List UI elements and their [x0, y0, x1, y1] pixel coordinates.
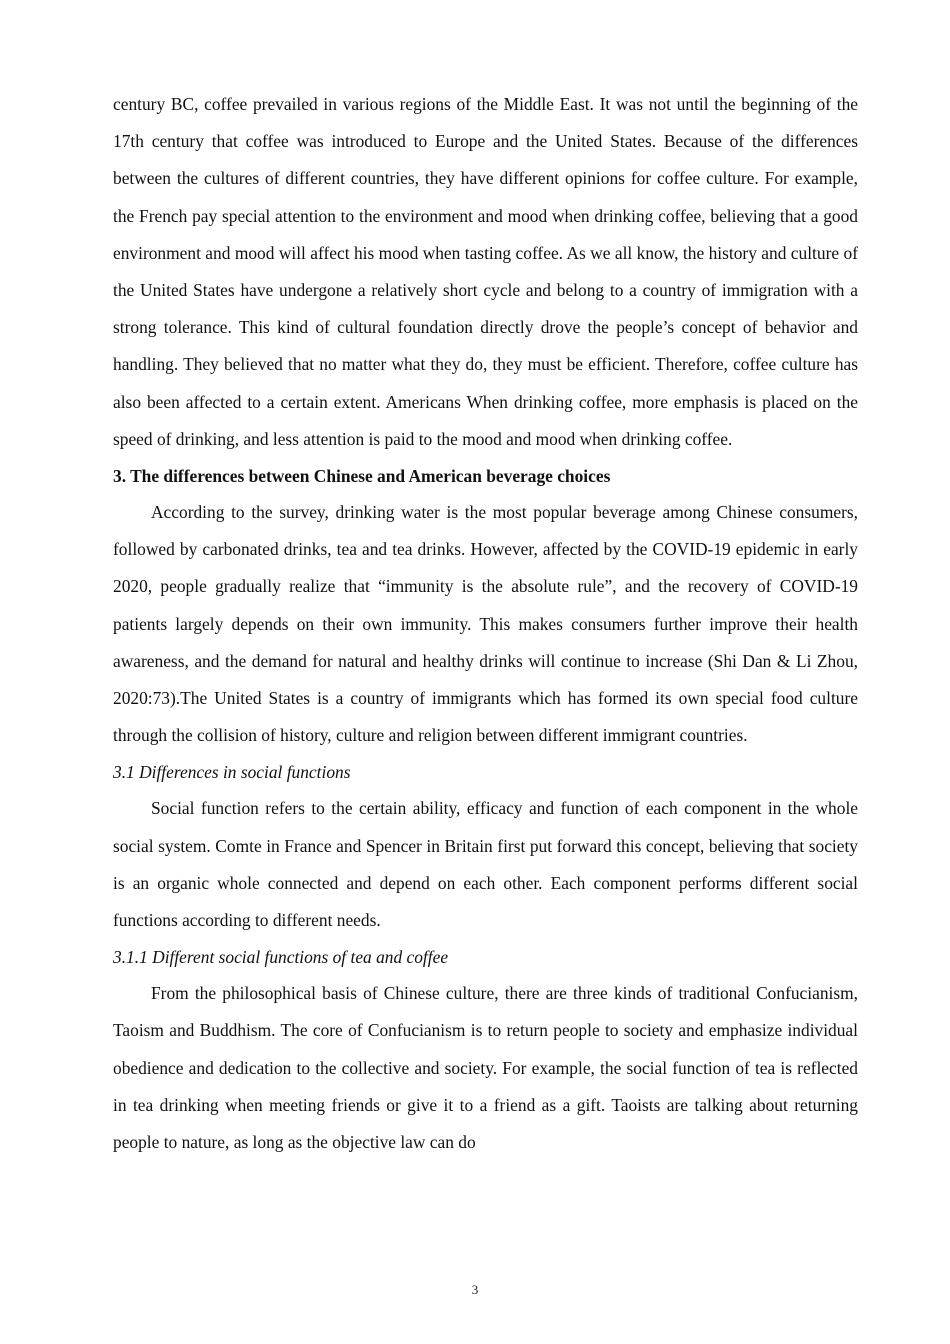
page-number: 3	[471, 1282, 479, 1297]
body-paragraph: From the philosophical basis of Chinese culture, there are three kinds of traditional Confucianism, Taoism and Buddhism. The core of Confucianism is to return people to society and emphasize individual obedience and dedication to the collective and society. For example, the social function of tea is reflected in tea drinking when meeting friends or give it to a friend as a gift. Taoists are talking about returning people to nature, as long as the objective law can do	[113, 983, 858, 1153]
section-heading: 3. The differences between Chinese and American beverage choices	[113, 466, 611, 487]
body-paragraph: According to the survey, drinking water is the most popular beverage among Chinese consumers, followed by carbonated drinks, tea and tea drinks. However, affected by the COVID-19 epidemic in early 2020, people gradually realize that “immunity is the absolute rule”, and the recovery of COVID-19 patients largely depends on their own immunity. This makes consumers further improve their health awareness, and the demand for natural and healthy drinks will continue to increase (Shi Dan & Li Zhou, 2020:73).The United States is a country of immigrants which has formed its own special food culture through the collision of history, culture and religion between different immigrant countries.	[113, 502, 858, 746]
subsection-heading: 3.1 Differences in social functions	[113, 762, 351, 783]
body-paragraph: century BC, coffee prevailed in various regions of the Middle East. It was not until the beginning of the 17th century that coffee was introduced to Europe and the United States. Because of the differences between the cultures of different countries, they have different opinions for coffee culture. For example, the French pay special attention to the environment and mood when drinking coffee, believing that a good environment and mood will affect his mood when tasting coffee. As we all know, the history and culture of the United States have undergone a relatively short cycle and belong to a country of immigration with a strong tolerance. This kind of cultural foundation directly drove the people’s concept of behavior and handling. They believed that no matter what they do, they must be efficient. Therefore, coffee culture has also been affected to a certain extent. Americans When drinking coffee, more emphasis is placed on the speed of drinking, and less attention is paid to the mood and mood when drinking coffee.	[113, 94, 858, 449]
body-paragraph: Social function refers to the certain ability, efficacy and function of each component in the whole social system. Comte in France and Spencer in Britain first put forward this concept, believing that society is an organic whole connected and depend on each other. Each component performs different social functions according to different needs.	[113, 798, 858, 931]
page-body	[113, 86, 858, 1161]
subsubsection-heading: 3.1.1 Different social functions of tea and coffee	[113, 947, 449, 968]
